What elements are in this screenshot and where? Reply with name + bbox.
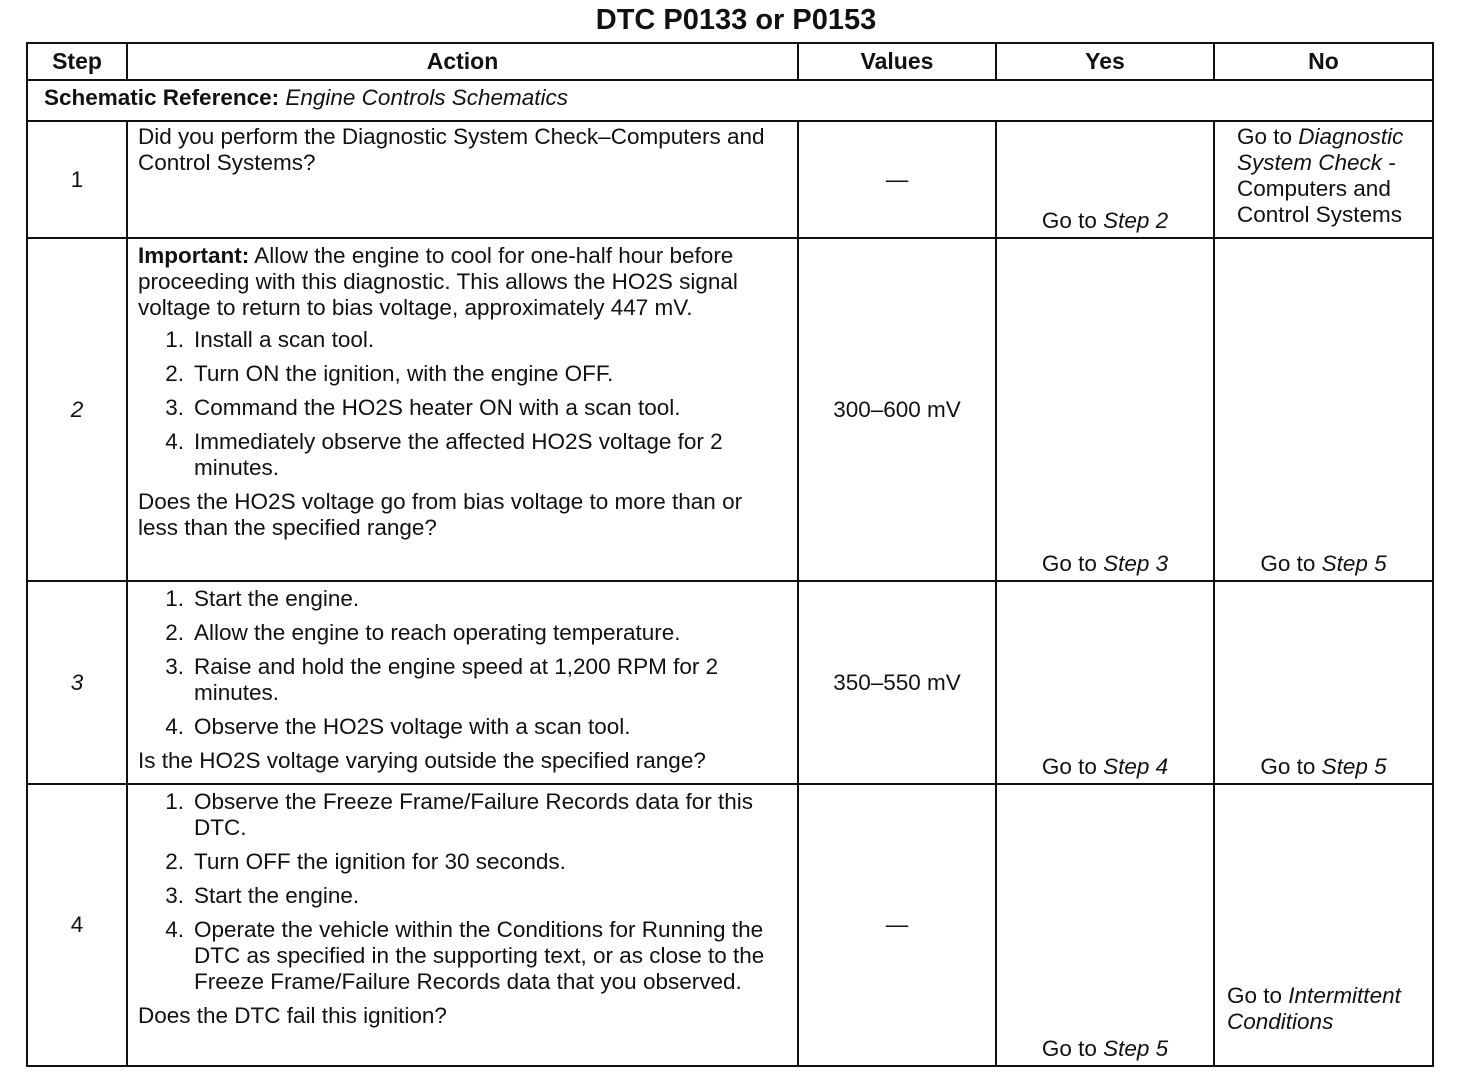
schematic-reference: [27, 80, 1433, 121]
values-cell: 300–600 mV: [798, 238, 996, 581]
no-cell: [1214, 121, 1433, 238]
goto-label: Go to: [1260, 754, 1316, 779]
schematic-reference-label: Schematic Reference:: [44, 85, 280, 110]
goto-step-link[interactable]: Step 5: [1321, 754, 1387, 779]
list-item: 2. Turn ON the ignition, with the engine OFF.: [165, 361, 614, 386]
step-number: 4: [27, 784, 127, 1066]
header-action: Action: [127, 43, 798, 80]
table-row: [27, 238, 1433, 581]
action-list: [138, 789, 787, 995]
action-question: Is the HO2S voltage varying outside the specified range?: [138, 748, 706, 773]
list-item: 1. Install a scan tool.: [165, 327, 375, 352]
header-yes: Yes: [996, 43, 1214, 80]
values-cell: —: [798, 121, 996, 238]
list-item: 2. Allow the engine to reach operating temperature.: [165, 620, 681, 645]
table-row: [27, 121, 1433, 238]
schematic-reference-link[interactable]: Engine Controls Schematics: [285, 85, 569, 110]
no-cell: [1214, 784, 1433, 1066]
header-no: No: [1214, 43, 1433, 80]
schematic-reference-row: [27, 80, 1433, 121]
goto-label: Go to: [1227, 983, 1283, 1008]
goto-label: Go to: [1041, 1036, 1097, 1061]
action-list: [138, 327, 787, 481]
document-title: DTC P0133 or P0153: [595, 4, 877, 36]
goto-step-link[interactable]: Step 2: [1103, 208, 1169, 233]
action-question: Does the HO2S voltage go from bias voltage to more than or less than the specified range?: [138, 489, 743, 540]
table-header-row: [27, 43, 1433, 80]
list-item: 3. Raise and hold the engine speed at 1,200 RPM for 2 minutes.: [165, 654, 719, 705]
diagnostic-table: [26, 42, 1434, 1067]
no-cell: [1214, 581, 1433, 784]
goto-step-link[interactable]: Step 4: [1103, 754, 1169, 779]
list-item: 4. Observe the HO2S voltage with a scan tool.: [165, 714, 631, 739]
list-item: 1. Start the engine.: [165, 586, 360, 611]
action-cell: [127, 581, 798, 784]
list-item: 2. Turn OFF the ignition for 30 seconds.: [165, 849, 566, 874]
goto-link[interactable]: Intermittent Conditions: [1227, 983, 1401, 1034]
action-cell: [127, 238, 798, 581]
values-cell: —: [798, 784, 996, 1066]
important-note: [138, 243, 787, 321]
yes-cell: [996, 238, 1214, 581]
step-number: 2: [27, 238, 127, 581]
goto-label: Go to: [1041, 551, 1097, 576]
table-row: [27, 784, 1433, 1066]
step-number: 1: [27, 121, 127, 238]
list-item: 4. Immediately observe the affected HO2S voltage for 2 minutes.: [165, 429, 723, 480]
no-cell: [1214, 238, 1433, 581]
goto-step-link[interactable]: Step 5: [1321, 551, 1387, 576]
action-cell: [127, 784, 798, 1066]
values-cell: 350–550 mV: [798, 581, 996, 784]
action-question: Does the DTC fail this ignition?: [138, 1003, 447, 1028]
goto-link-rest: - Computers and Control Systems: [1237, 150, 1403, 227]
goto-label: Go to: [1041, 754, 1097, 779]
goto-label: Go to: [1237, 124, 1293, 149]
goto-label: Go to: [1260, 551, 1316, 576]
action-cell: [127, 121, 798, 238]
goto-step-link[interactable]: Step 5: [1103, 1036, 1169, 1061]
yes-cell: [996, 581, 1214, 784]
important-label: Important:: [138, 243, 250, 268]
table-row: [27, 581, 1433, 784]
list-item: 3. Command the HO2S heater ON with a scan tool.: [165, 395, 681, 420]
important-text: Allow the engine to cool for one-half hour before proceeding with this diagnostic. This allows the HO2S signal voltage to return to bias voltage, approximately 447 mV.: [138, 243, 738, 320]
yes-cell: [996, 784, 1214, 1066]
step-number: 3: [27, 581, 127, 784]
list-item: 1. Observe the Freeze Frame/Failure Records data for this DTC.: [165, 789, 753, 840]
header-values: Values: [798, 43, 996, 80]
yes-cell: [996, 121, 1214, 238]
header-step: Step: [27, 43, 127, 80]
list-item: 4. Operate the vehicle within the Conditions for Running the DTC as specified in the supporting text, or as close to the Freeze Frame/Failure Records data that you observed.: [165, 917, 765, 994]
goto-label: Go to: [1041, 208, 1097, 233]
goto-link[interactable]: Diagnostic System Check: [1237, 124, 1404, 175]
action-question: Did you perform the Diagnostic System Check–Computers and Control Systems?: [138, 124, 765, 175]
goto-step-link[interactable]: Step 3: [1103, 551, 1169, 576]
list-item: 3. Start the engine.: [165, 883, 360, 908]
action-list: [138, 586, 787, 740]
